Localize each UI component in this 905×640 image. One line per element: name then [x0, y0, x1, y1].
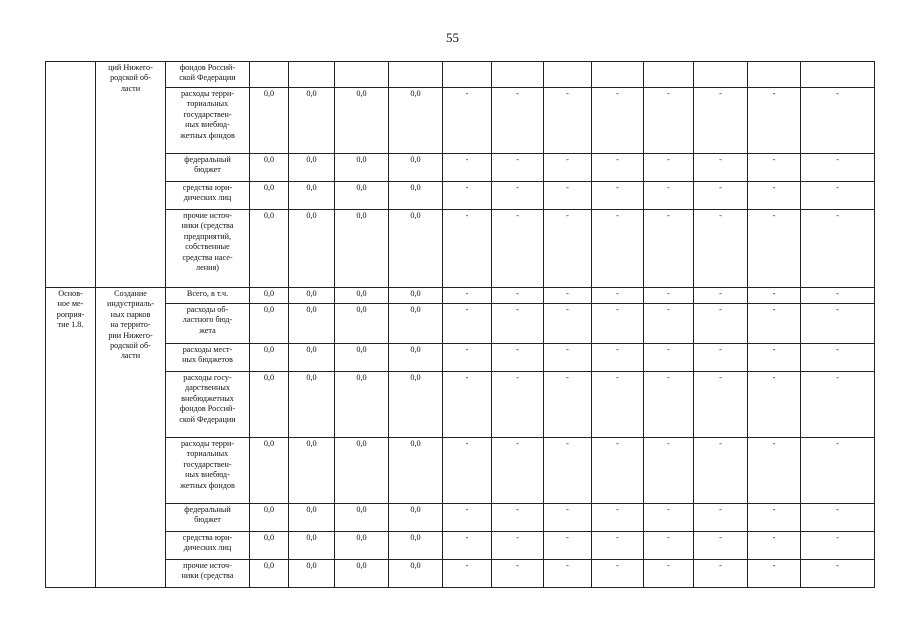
value-cell: - [443, 532, 492, 560]
value-cell: - [443, 344, 492, 372]
value-cell: - [801, 344, 875, 372]
value-cell: 0,0 [335, 210, 389, 288]
value-cell: - [801, 210, 875, 288]
value-cell: 0,0 [335, 344, 389, 372]
table-row [46, 154, 875, 182]
value-cell: - [644, 560, 694, 588]
value-cell: 0,0 [389, 532, 443, 560]
budget-table [45, 61, 875, 588]
value-cell: 0,0 [289, 372, 335, 438]
value-cell: - [544, 504, 592, 532]
value-cell [644, 62, 694, 88]
value-cell: - [592, 504, 644, 532]
value-cell [748, 62, 801, 88]
funding-source-cell: расходы терри- ториальных государствен- ных внебюд- жетных фондов [166, 88, 250, 154]
value-cell: - [592, 372, 644, 438]
value-cell: 0,0 [389, 210, 443, 288]
value-cell: 0,0 [289, 438, 335, 504]
value-cell: 0,0 [250, 288, 289, 304]
value-cell [443, 62, 492, 88]
value-cell [335, 62, 389, 88]
funding-source-cell: прочие источ- ники (средства [166, 560, 250, 588]
table-row [46, 438, 875, 504]
value-cell: - [443, 560, 492, 588]
value-cell: 0,0 [250, 438, 289, 504]
value-cell [694, 62, 748, 88]
table-row [46, 62, 875, 88]
value-cell: - [748, 438, 801, 504]
value-cell: - [748, 504, 801, 532]
value-cell: - [592, 154, 644, 182]
value-cell: 0,0 [335, 288, 389, 304]
value-cell: - [492, 88, 544, 154]
block1-activity-name: ций Нижего- родской об- ласти [96, 62, 166, 288]
funding-source-cell: средства юри- дических лиц [166, 532, 250, 560]
value-cell: - [644, 88, 694, 154]
value-cell: - [492, 288, 544, 304]
value-cell: - [801, 88, 875, 154]
value-cell: - [801, 532, 875, 560]
value-cell: 0,0 [335, 154, 389, 182]
value-cell: - [544, 288, 592, 304]
value-cell: - [592, 288, 644, 304]
value-cell: - [443, 182, 492, 210]
value-cell: - [801, 182, 875, 210]
table-row [46, 372, 875, 438]
value-cell: - [801, 304, 875, 344]
table-row [46, 560, 875, 588]
table-row [46, 504, 875, 532]
value-cell: - [644, 532, 694, 560]
value-cell: - [544, 210, 592, 288]
value-cell: - [694, 504, 748, 532]
value-cell [389, 62, 443, 88]
value-cell: - [694, 210, 748, 288]
value-cell: - [748, 532, 801, 560]
value-cell: 0,0 [289, 154, 335, 182]
value-cell: 0,0 [389, 438, 443, 504]
value-cell: - [544, 372, 592, 438]
value-cell: 0,0 [389, 154, 443, 182]
value-cell: - [544, 304, 592, 344]
value-cell: 0,0 [250, 372, 289, 438]
value-cell: 0,0 [289, 344, 335, 372]
block2-activity-name: Создание индустриаль- ных парков на террито- рии Нижего- родской об- ласти [96, 288, 166, 588]
value-cell: 0,0 [389, 88, 443, 154]
block1-activity-code [46, 62, 96, 288]
funding-source-cell: Всего, в т.ч. [166, 288, 250, 304]
value-cell: - [492, 560, 544, 588]
value-cell: 0,0 [335, 88, 389, 154]
page-number: 55 [446, 30, 459, 45]
value-cell: - [694, 304, 748, 344]
value-cell: - [592, 560, 644, 588]
value-cell: 0,0 [389, 504, 443, 532]
value-cell: - [644, 372, 694, 438]
value-cell: - [492, 182, 544, 210]
value-cell: - [443, 372, 492, 438]
value-cell: - [644, 438, 694, 504]
table-row [46, 210, 875, 288]
value-cell: - [544, 560, 592, 588]
value-cell: - [592, 344, 644, 372]
value-cell: - [544, 532, 592, 560]
value-cell: - [644, 344, 694, 372]
value-cell: 0,0 [289, 210, 335, 288]
value-cell: - [748, 210, 801, 288]
value-cell: - [443, 288, 492, 304]
value-cell: 0,0 [289, 504, 335, 532]
value-cell: - [443, 210, 492, 288]
value-cell: - [544, 344, 592, 372]
value-cell: - [592, 182, 644, 210]
table-row [46, 182, 875, 210]
funding-source-cell: расходы терри- ториальных государствен- ных внебюд- жетных фондов [166, 438, 250, 504]
value-cell: 0,0 [289, 288, 335, 304]
value-cell: 0,0 [250, 504, 289, 532]
value-cell: - [644, 182, 694, 210]
value-cell: 0,0 [389, 372, 443, 438]
value-cell: - [492, 344, 544, 372]
value-cell: - [801, 504, 875, 532]
value-cell: 0,0 [335, 504, 389, 532]
value-cell: 0,0 [250, 182, 289, 210]
value-cell [492, 62, 544, 88]
value-cell: - [748, 344, 801, 372]
value-cell: 0,0 [335, 372, 389, 438]
value-cell: 0,0 [289, 560, 335, 588]
value-cell: - [748, 304, 801, 344]
value-cell: 0,0 [250, 344, 289, 372]
value-cell: 0,0 [335, 438, 389, 504]
value-cell: - [592, 88, 644, 154]
value-cell: - [644, 304, 694, 344]
value-cell: - [644, 210, 694, 288]
value-cell: - [694, 344, 748, 372]
value-cell [289, 62, 335, 88]
value-cell [592, 62, 644, 88]
value-cell: 0,0 [289, 88, 335, 154]
value-cell: - [592, 438, 644, 504]
value-cell: 0,0 [335, 304, 389, 344]
value-cell: - [694, 438, 748, 504]
value-cell: - [694, 560, 748, 588]
value-cell: - [644, 504, 694, 532]
value-cell: - [801, 372, 875, 438]
value-cell: - [592, 532, 644, 560]
value-cell: 0,0 [389, 288, 443, 304]
value-cell: - [801, 438, 875, 504]
value-cell: 0,0 [250, 532, 289, 560]
funding-source-cell: расходы об- ластного бюд- жета [166, 304, 250, 344]
value-cell: - [544, 154, 592, 182]
value-cell: - [801, 560, 875, 588]
value-cell [544, 62, 592, 88]
funding-source-cell: средства юри- дических лиц [166, 182, 250, 210]
value-cell: - [443, 88, 492, 154]
value-cell: - [801, 288, 875, 304]
table-row [46, 532, 875, 560]
value-cell: - [492, 210, 544, 288]
value-cell: - [544, 182, 592, 210]
value-cell: 0,0 [389, 182, 443, 210]
value-cell: 0,0 [250, 88, 289, 154]
value-cell: - [694, 154, 748, 182]
value-cell: - [443, 504, 492, 532]
value-cell: - [644, 288, 694, 304]
table-row [46, 288, 875, 304]
funding-source-cell: фондов Россий- ской Федерации [166, 62, 250, 88]
value-cell: - [694, 532, 748, 560]
value-cell: 0,0 [335, 532, 389, 560]
value-cell: - [492, 532, 544, 560]
value-cell: 0,0 [250, 154, 289, 182]
value-cell: 0,0 [289, 182, 335, 210]
funding-source-cell: федеральный бюджет [166, 504, 250, 532]
value-cell: - [748, 560, 801, 588]
value-cell: - [492, 372, 544, 438]
value-cell: - [492, 438, 544, 504]
funding-source-cell: расходы мест- ных бюджетов [166, 344, 250, 372]
value-cell: 0,0 [250, 304, 289, 344]
funding-source-cell: прочие источ- ники (средства предприятий, собственные средства насе- ления) [166, 210, 250, 288]
value-cell: 0,0 [389, 304, 443, 344]
value-cell: 0,0 [250, 560, 289, 588]
table-row [46, 304, 875, 344]
value-cell: - [443, 438, 492, 504]
value-cell: - [492, 304, 544, 344]
funding-source-cell: расходы госу- дарственных внебюджетных фондов Россий- ской Федерации [166, 372, 250, 438]
value-cell: - [492, 154, 544, 182]
value-cell: - [748, 288, 801, 304]
value-cell: - [694, 182, 748, 210]
table-row [46, 344, 875, 372]
value-cell: 0,0 [335, 182, 389, 210]
value-cell: - [748, 88, 801, 154]
value-cell [250, 62, 289, 88]
value-cell: 0,0 [389, 344, 443, 372]
value-cell: - [443, 154, 492, 182]
value-cell: - [694, 288, 748, 304]
value-cell: - [592, 210, 644, 288]
value-cell: - [544, 438, 592, 504]
value-cell: - [748, 182, 801, 210]
value-cell: 0,0 [335, 560, 389, 588]
value-cell: - [544, 88, 592, 154]
value-cell: - [748, 372, 801, 438]
block2-activity-code: Основ- ное ме- роприя- тие 1.8. [46, 288, 96, 588]
value-cell [801, 62, 875, 88]
value-cell: 0,0 [289, 532, 335, 560]
value-cell: - [592, 304, 644, 344]
value-cell: 0,0 [389, 560, 443, 588]
value-cell: - [694, 372, 748, 438]
value-cell: - [748, 154, 801, 182]
value-cell: - [644, 154, 694, 182]
value-cell: - [492, 504, 544, 532]
funding-source-cell: федеральный бюджет [166, 154, 250, 182]
value-cell: - [801, 154, 875, 182]
value-cell: 0,0 [250, 210, 289, 288]
value-cell: - [443, 304, 492, 344]
value-cell: 0,0 [289, 304, 335, 344]
value-cell: - [694, 88, 748, 154]
table-row [46, 88, 875, 154]
